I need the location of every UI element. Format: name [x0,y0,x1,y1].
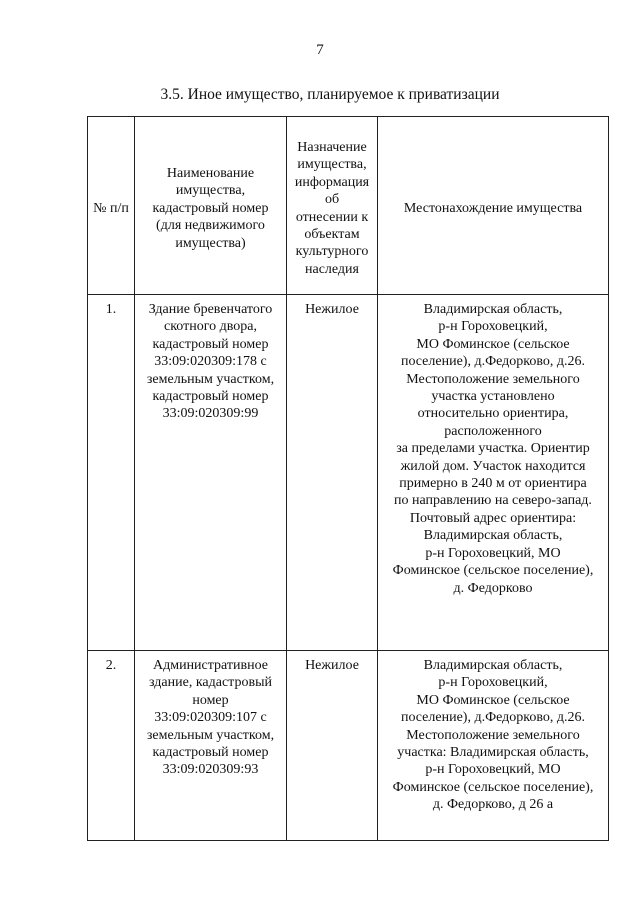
row-location: Владимирская область, р-н Гороховецкий, МО Фоминское (сельское поселение), д.Федорково, д.26. Местоположение земельного участка: Владимирская область, р-н Гороховецкий, МО Фоминское (сельское поселение), д. Федорково, д 26 а [378,651,609,841]
section-title: 3.5. Иное имущество, планируемое к приватизации [160,86,500,103]
row-name: Административное здание, кадастровый номер 33:09:020309:107 с земельным участком, кадастровый номер 33:09:020309:93 [135,651,287,841]
header-name: Наименование имущества, кадастровый номер (для недвижимого имущества) [135,117,287,295]
header-location: Местонахождение имущества [378,117,609,295]
table-header-row [88,117,609,295]
page-number: 7 [316,42,324,58]
row-name: Здание бревенчатого скотного двора, кадастровый номер 33:09:020309:178 с земельным участком, кадастровый номер 33:09:020309:99 [135,295,287,651]
row-number: 2. [88,651,135,841]
row-purpose: Нежилое [287,651,378,841]
row-number: 1. [88,295,135,651]
table-row [88,651,609,841]
header-purpose: Назначение имущества, информация об отнесении к объектам культурного наследия [287,117,378,295]
property-table [87,116,609,841]
row-purpose: Нежилое [287,295,378,651]
row-location: Владимирская область, р-н Гороховецкий, МО Фоминское (сельское поселение), д.Федорково, д.26. Местоположение земельного участка установлено относительно ориентира, расположенного за пределами участка. Ориентир жилой дом. Участок находится примерно в 240 м от ориентира по направлению на северо-запад. Почтовый адрес ориентира: Владимирская область, р-н Гороховецкий, МО Фоминское (сельское поселение), д. Федорково [378,295,609,651]
table-row [88,295,609,651]
header-number: № п/п [88,117,135,295]
